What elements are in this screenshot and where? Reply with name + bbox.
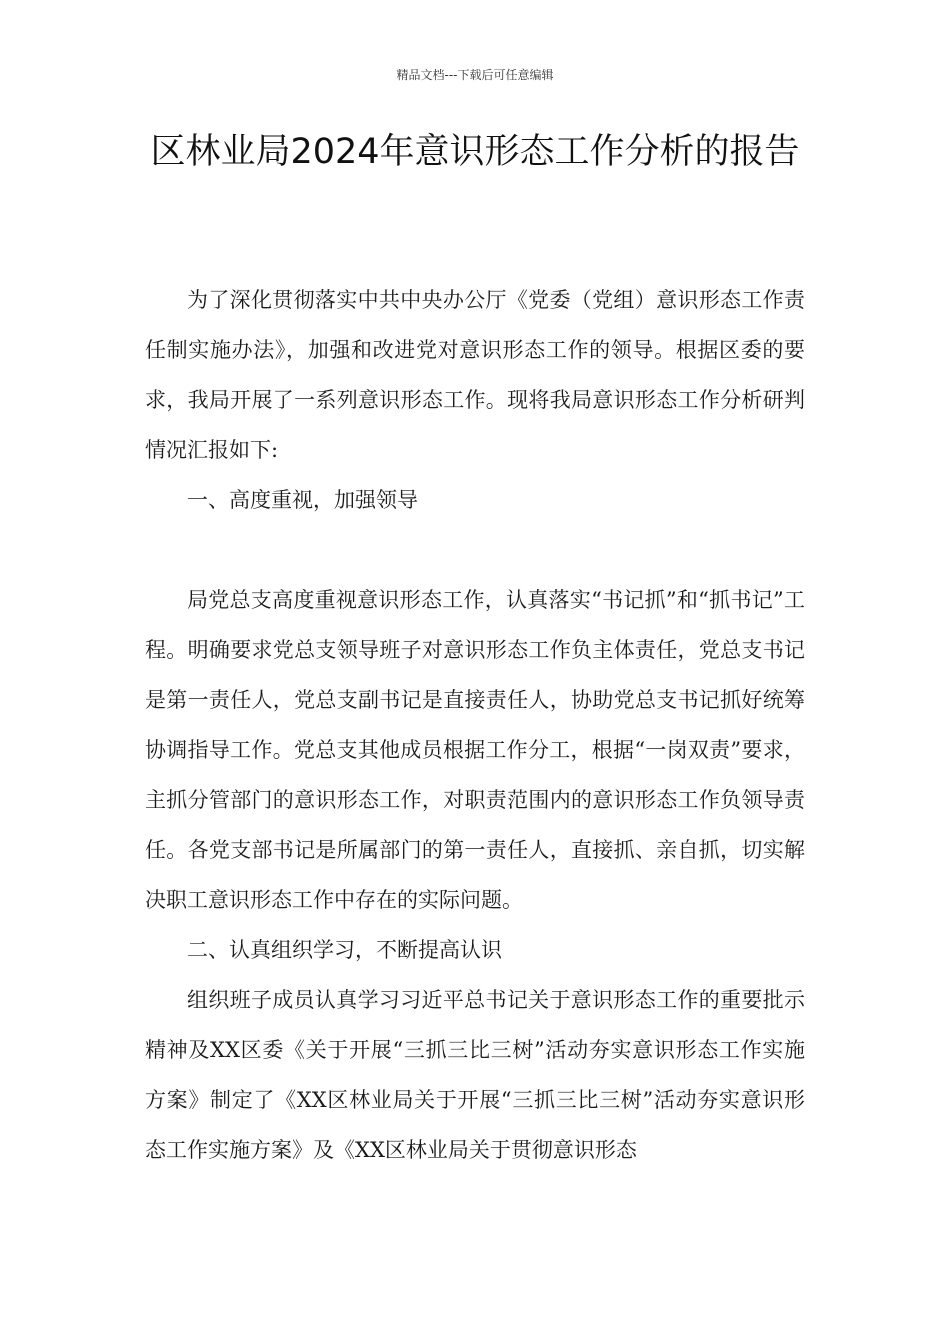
section-heading-2: 二、认真组织学习，不断提高认识 (187, 938, 502, 962)
paragraph-intro: 为了深化贯彻落实中共中央办公厅《党委（党组）意识形态工作责任制实施办法》，加强和改进党对意识形态工作的领导。根据区委的要求，我局开展了一系列意识形态工作。现将我局意识形态工作分析研判情况汇报如下: (145, 288, 805, 462)
header-note: 精品文档---下载后可任意编辑 (396, 68, 554, 82)
paragraph-section-2: 组织班子成员认真学习习近平总书记关于意识形态工作的重要批示精神及XX区委《关于开展“三抓三比三树”活动夯实意识形态工作实施方案》制定了《XX区林业局关于开展“三抓三比三树”活动夯实意识形态工作实施方案》及《XX区林业局关于贯彻意识形态 (145, 988, 805, 1162)
paragraph-section-1: 局党总支高度重视意识形态工作，认真落实“书记抓”和“抓书记”工程。明确要求党总支领导班子对意识形态工作负主体责任，党总支书记是第一责任人，党总支副书记是直接责任人，协助党总支书记抓好统筹协调指导工作。党总支其他成员根据工作分工，根据“一岗双责”要求，主抓分管部门的意识形态工作，对职责范围内的意识形态工作负领导责任。各党支部书记是所属部门的第一责任人，直接抓、亲自抓，切实解决职工意识形态工作中存在的实际问题。 (145, 588, 805, 912)
section-heading-1: 一、高度重视，加强领导 (187, 488, 418, 512)
document-title: 区林业局2024年意识形态工作分析的报告 (150, 132, 800, 172)
document-body (145, 275, 805, 1175)
blank-line (145, 525, 805, 575)
